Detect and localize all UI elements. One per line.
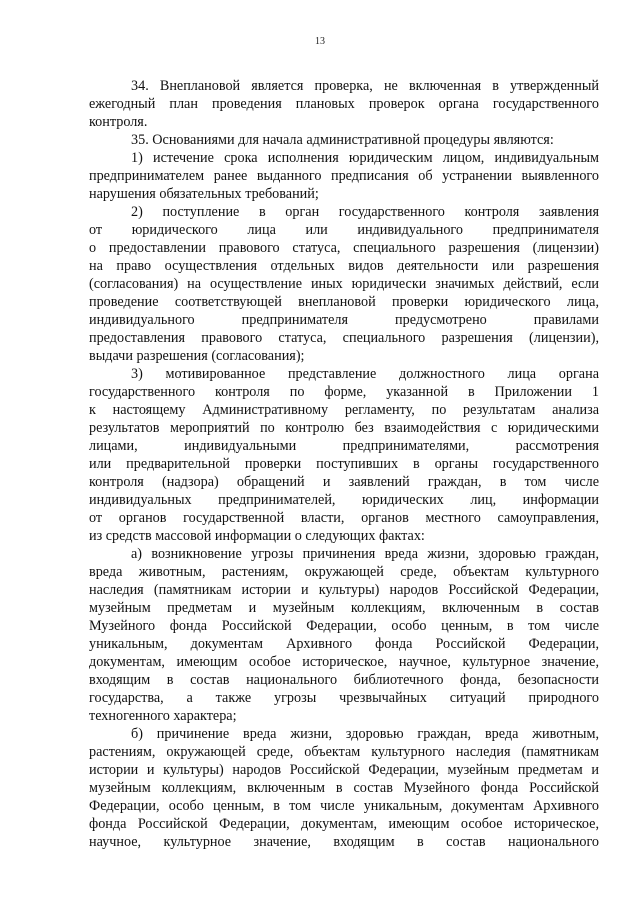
text-line: государственного контроля по форме, указанной в Приложении 1 bbox=[89, 384, 599, 400]
text-line: 3) мотивированное представление должностного лица органа bbox=[131, 366, 599, 382]
text-line: научное, культурное значение, входящим в состав национального bbox=[89, 834, 599, 850]
text-line: проведение соответствующей внеплановой проверки юридического лица, bbox=[89, 294, 599, 310]
text-line: б) причинение вреда жизни, здоровью граждан, вреда животным, bbox=[131, 726, 599, 742]
text-line: входящим в состав национального библиотечного фонда, безопасности bbox=[89, 672, 599, 688]
text-line: к настоящему Административному регламенту, по результатам анализа bbox=[89, 402, 599, 418]
text-line: (согласования) на осуществление иных юридически значимых действий, если bbox=[89, 276, 599, 292]
text-line: предоставления правового статуса, специального разрешения (лицензии), bbox=[89, 330, 599, 346]
text-line: контроля. bbox=[89, 114, 148, 130]
text-line: Федерации, особо ценным, в том числе уникальным, документам Архивного bbox=[89, 798, 599, 814]
text-line: о предоставлении правового статуса, специального разрешения (лицензии) bbox=[89, 240, 599, 256]
text-line: техногенного характера; bbox=[89, 708, 237, 724]
text-line: Музейного фонда Российской Федерации, особо ценным, в том числе bbox=[89, 618, 599, 634]
text-line: уникальным, документам Архивного фонда Российской Федерации, bbox=[89, 636, 599, 652]
text-line: растениям, окружающей среде, объектам культурного наследия (памятникам bbox=[89, 744, 599, 760]
text-line: музейным предметам и музейным коллекциям, включенным в состав bbox=[89, 600, 599, 616]
text-line: на право осуществления отдельных видов деятельности или разрешения bbox=[89, 258, 599, 274]
text-line: выдачи разрешения (согласования); bbox=[89, 348, 305, 364]
text-line: 34. Внеплановой является проверка, не включенная в утвержденный bbox=[131, 78, 599, 94]
document-body bbox=[89, 77, 599, 851]
text-line: фонда Российской Федерации, документам, имеющим особое историческое, bbox=[89, 816, 599, 832]
text-line: нарушения обязательных требований; bbox=[89, 186, 319, 202]
text-line: из средств массовой информации о следующих фактах: bbox=[89, 528, 425, 544]
text-line: вреда животным, растениям, окружающей среде, объектам культурного bbox=[89, 564, 599, 580]
text-line: контроля (надзора) обращений и заявлений граждан, в том числе bbox=[89, 474, 599, 490]
text-line: истории и культуры) народов Российской Федерации, музейным предметам и bbox=[89, 762, 599, 778]
text-line: 35. Основаниями для начала административной процедуры являются: bbox=[131, 132, 554, 148]
text-line: 1) истечение срока исполнения юридическим лицом, индивидуальным bbox=[131, 150, 599, 166]
text-line: 2) поступление в орган государственного контроля заявления bbox=[131, 204, 599, 220]
text-line: результатов мероприятий по контролю без взаимодействия с юридическими bbox=[89, 420, 599, 436]
text-line: индивидуальных предпринимателей, юридических лиц, информации bbox=[89, 492, 599, 508]
text-line: от юридического лица или индивидуального предпринимателя bbox=[89, 222, 599, 238]
text-line: от органов государственной власти, органов местного самоуправления, bbox=[89, 510, 599, 526]
text-line: или предварительной проверки поступивших в органы государственного bbox=[89, 456, 599, 472]
text-line: ежегодный план проведения плановых проверок органа государственного bbox=[89, 96, 599, 112]
text-line: государства, а также угрозы чрезвычайных ситуаций природного bbox=[89, 690, 599, 706]
text-line: а) возникновение угрозы причинения вреда жизни, здоровью граждан, bbox=[131, 546, 599, 562]
text-line: наследия (памятникам истории и культуры) народов Российской Федерации, bbox=[89, 582, 599, 598]
text-line: документам, имеющим особое историческое, научное, культурное значение, bbox=[89, 654, 599, 670]
text-line: музейным коллекциям, включенным в состав Музейного фонда Российской bbox=[89, 780, 599, 796]
page-number: 13 bbox=[315, 36, 325, 47]
text-line: индивидуального предпринимателя предусмотрено правилами bbox=[89, 312, 599, 328]
text-line: лицами, индивидуальными предпринимателями, рассмотрения bbox=[89, 438, 599, 454]
text-line: предпринимателем ранее выданного предписания об устранении выявленного bbox=[89, 168, 599, 184]
